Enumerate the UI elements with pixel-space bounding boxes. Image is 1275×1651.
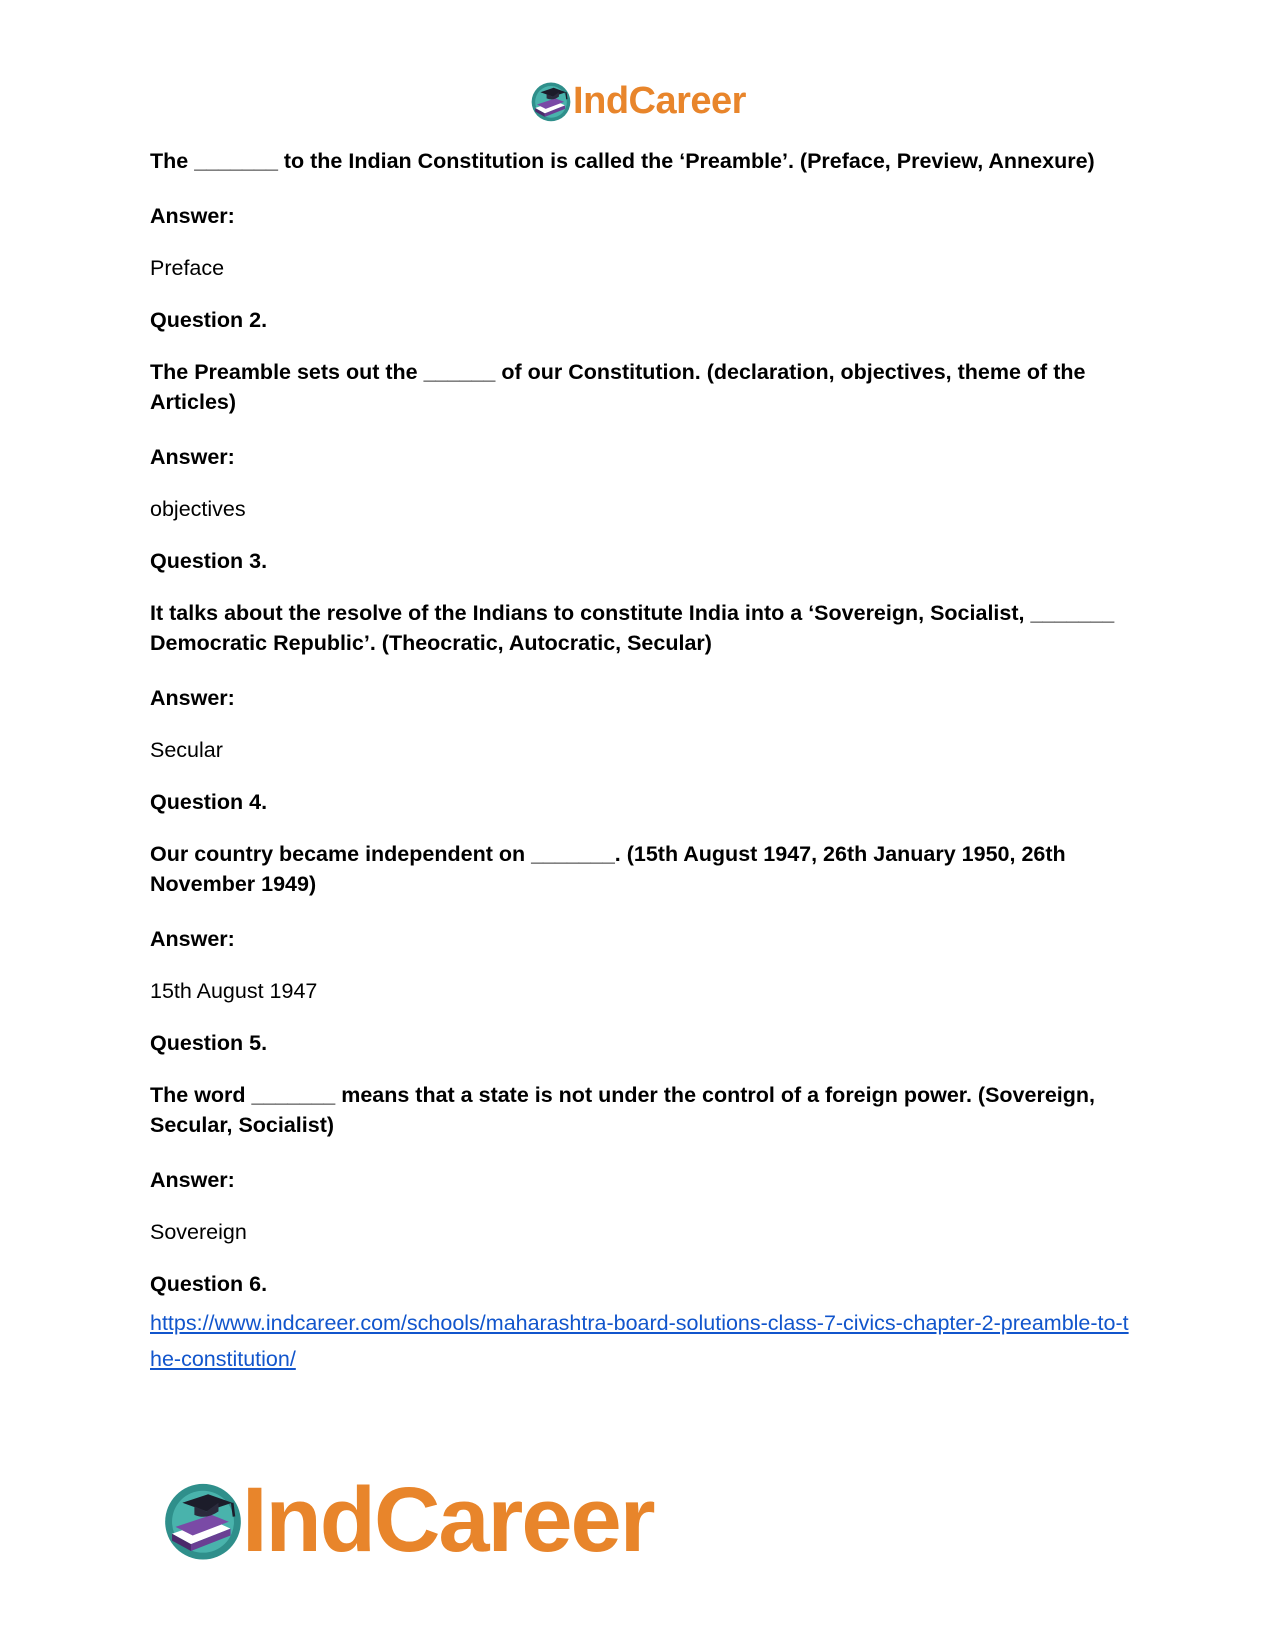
question-5-text: The word _______ means that a state is not under the control of a foreign power. (Sovereign, Secular, Socialist) — [150, 1083, 1096, 1137]
question-2-text: The Preamble sets out the ______ of our Constitution. (declaration, objectives, theme of the Articles) — [150, 360, 1086, 414]
answer-text: Sovereign — [150, 1220, 247, 1244]
qa-content — [150, 146, 1130, 1377]
graduation-cap-book-icon — [529, 79, 573, 123]
question-1-text: The _______ to the Indian Constitution is called the ‘Preamble’. (Preface, Preview, Annexure) — [150, 149, 1095, 173]
answer-text: 15th August 1947 — [150, 979, 318, 1003]
answer-label: Answer: — [150, 927, 235, 951]
source-link[interactable]: https://www.indcareer.com/schools/maharashtra-board-solutions-class-7-civics-chapter-2-preamble-to-the-constitution/ — [150, 1311, 1129, 1371]
brand-logo — [160, 1470, 654, 1570]
question-3-heading: Question 3. — [150, 549, 268, 573]
question-4-text: Our country became independent on _______. (15th August 1947, 26th January 1950, 26th November 1949) — [150, 842, 1066, 896]
answer-text: Secular — [150, 738, 223, 762]
answer-label: Answer: — [150, 204, 235, 228]
brand-name: IndCareer — [242, 1469, 654, 1571]
header-logo — [0, 78, 1275, 124]
graduation-cap-book-icon — [160, 1477, 246, 1563]
answer-text: objectives — [150, 497, 246, 521]
answer-text: Preface — [150, 256, 225, 280]
answer-label: Answer: — [150, 686, 235, 710]
question-6-heading: Question 6. — [150, 1272, 268, 1296]
footer-logo — [160, 1470, 654, 1570]
question-4-heading: Question 4. — [150, 790, 268, 814]
question-3-text: It talks about the resolve of the Indians to constitute India into a ‘Sovereign, Socialist, _______ Democratic Republic’. (Theocratic, Autocratic, Secular) — [150, 601, 1115, 655]
question-2-heading: Question 2. — [150, 308, 268, 332]
brand-logo — [529, 78, 746, 124]
answer-label: Answer: — [150, 445, 235, 469]
brand-name: IndCareer — [573, 80, 746, 122]
question-5-heading: Question 5. — [150, 1031, 268, 1055]
answer-label: Answer: — [150, 1168, 235, 1192]
